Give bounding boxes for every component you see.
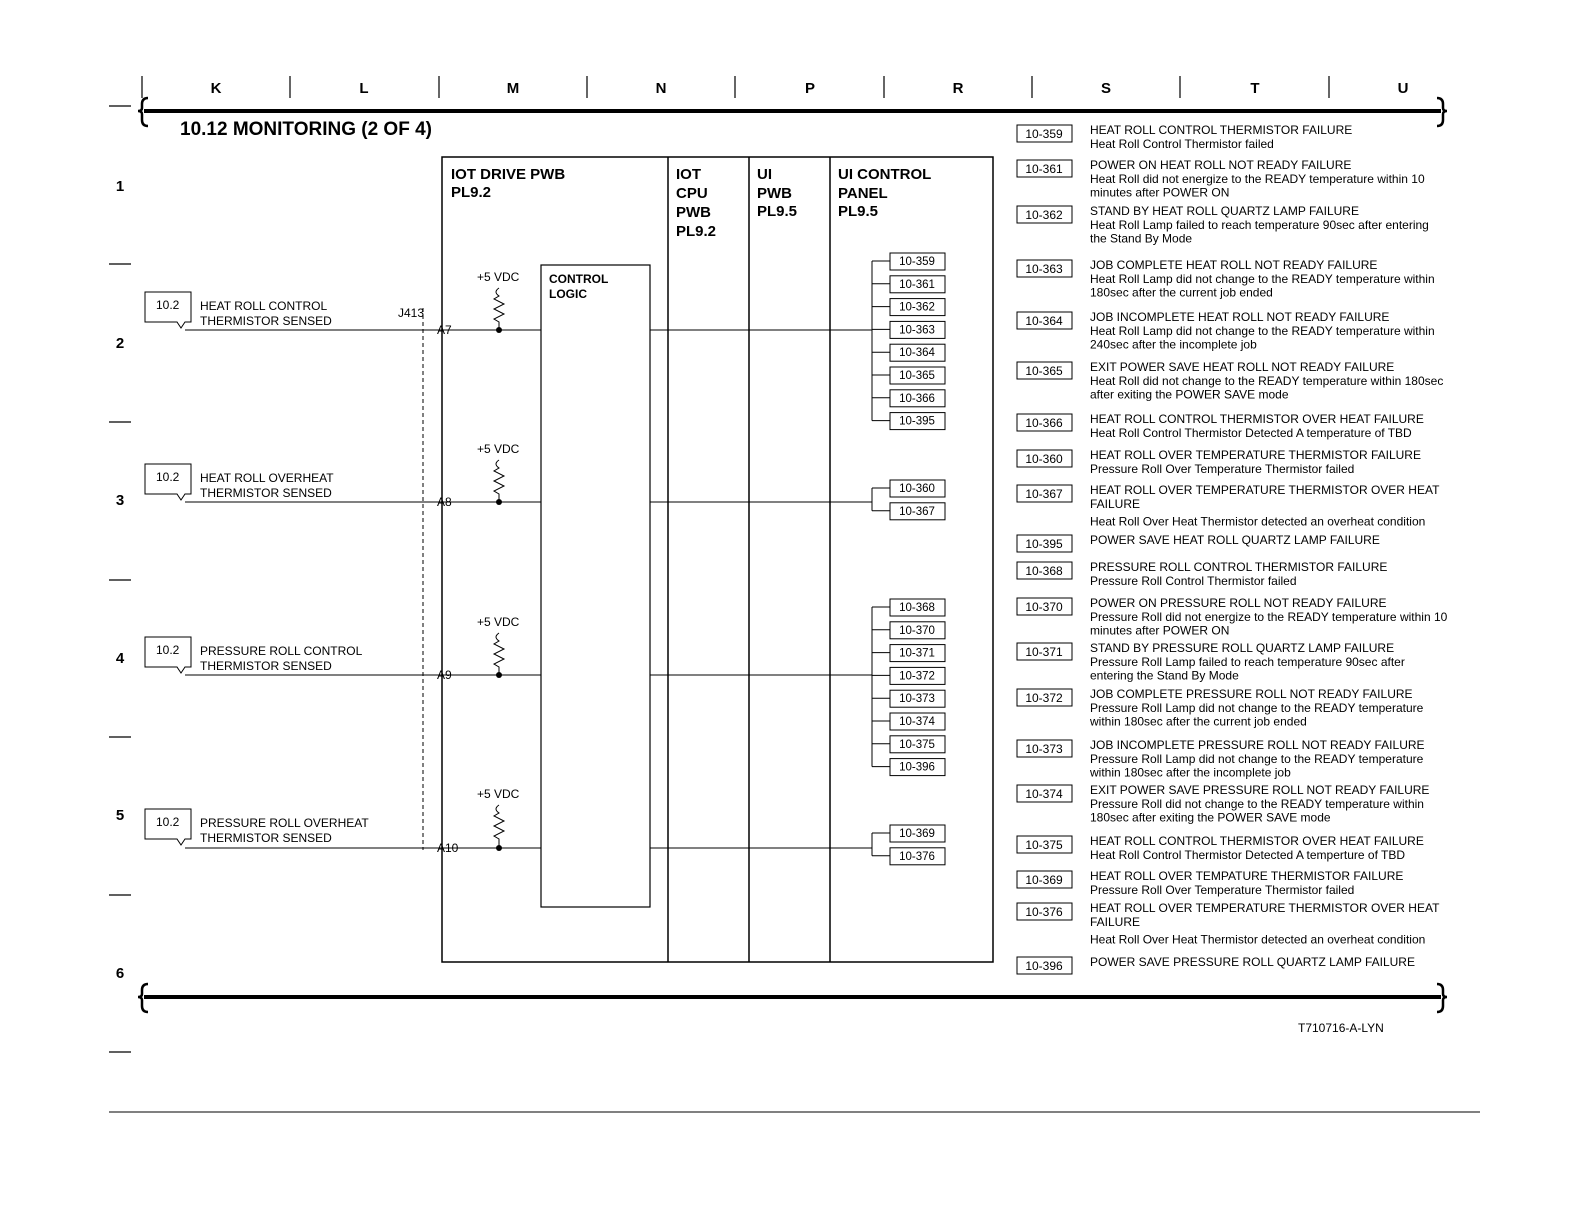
legend-description: minutes after POWER ON (1090, 185, 1230, 200)
legend-title: JOB COMPLETE HEAT ROLL NOT READY FAILURE (1090, 258, 1378, 272)
fault-code: 10-364 (899, 347, 935, 360)
page-title: 10.12 MONITORING (2 OF 4) (180, 119, 432, 140)
legend-description: Heat Roll Lamp failed to reach temperature 90sec after entering (1090, 217, 1429, 232)
control-logic-label-2: LOGIC (549, 287, 587, 301)
legend-description: Pressure Roll did not change to the READY temperature within (1090, 796, 1424, 811)
connector-pin-label: A8 (437, 495, 452, 509)
ui-pwb-part: PL9.5 (757, 203, 798, 220)
column-grid (142, 76, 1329, 98)
legend-description: Pressure Roll Over Temperature Thermistor failed (1090, 461, 1355, 476)
legend-description: 180sec after the current job ended (1090, 285, 1273, 300)
legend-entry (1017, 869, 1403, 897)
column-label-n: N (655, 80, 667, 97)
legend-title: PRESSURE ROLL CONTROL THERMISTOR FAILURE (1090, 560, 1388, 574)
legend-code: 10-368 (1025, 564, 1063, 578)
legend-entry (1017, 310, 1435, 352)
signal-3 (145, 599, 945, 776)
fault-code: 10-363 (899, 324, 935, 337)
legend-description: Heat Roll did not energize to the READY temperature within 10 (1090, 171, 1425, 186)
legend-description: Pressure Roll Lamp failed to reach temperature 90sec after (1090, 654, 1405, 669)
iot-cpu-pwb-part: PL9.2 (676, 223, 717, 240)
legend-entry (1017, 204, 1429, 246)
connector-pin-label: A10 (437, 841, 459, 855)
legend-description: entering the Stand By Mode (1090, 668, 1239, 683)
fault-code: 10-362 (899, 301, 935, 314)
legend-description: Heat Roll Lamp did not change to the READY temperature within (1090, 271, 1435, 286)
generated-content (145, 123, 1448, 974)
fault-code-legend (1017, 123, 1448, 974)
legend-description: Heat Roll did not change to the READY temperature within 180sec (1090, 373, 1444, 388)
junction-dot (496, 327, 502, 333)
legend-code: 10-375 (1025, 838, 1063, 852)
legend-entry (1017, 123, 1352, 151)
frame-bottom-bar (138, 984, 1447, 1012)
junction-dot (496, 845, 502, 851)
legend-code: 10-373 (1025, 742, 1063, 756)
legend-title: HEAT ROLL CONTROL THERMISTOR OVER HEAT FAILURE (1090, 834, 1424, 848)
pull-up-resistor-symbol (494, 288, 504, 330)
fault-code: 10-368 (899, 602, 935, 614)
ui-pwb-label: UI (757, 166, 772, 183)
iot-drive-pwb-part: PL9.2 (451, 184, 492, 201)
column-label-t: T (1250, 80, 1260, 97)
fault-code: 10-359 (899, 256, 935, 268)
fault-code: 10-372 (899, 670, 935, 683)
row-label-2: 2 (115, 335, 125, 352)
legend-code: 10-366 (1025, 416, 1063, 430)
connector-pin-label: A9 (437, 668, 452, 682)
legend-entry (1017, 533, 1380, 552)
row-label-5: 5 (115, 807, 125, 824)
legend-code: 10-359 (1025, 127, 1063, 141)
fault-code: 10-375 (899, 738, 935, 751)
supply-label: +5 VDC (477, 787, 520, 801)
legend-description: 180sec after exiting the POWER SAVE mode (1090, 810, 1331, 825)
legend-code: 10-364 (1025, 314, 1063, 328)
pull-up-resistor-symbol (494, 460, 504, 502)
legend-title: POWER ON PRESSURE ROLL NOT READY FAILURE (1090, 596, 1387, 610)
legend-description: the Stand By Mode (1090, 231, 1193, 246)
fault-code: 10-395 (899, 415, 935, 428)
legend-entry (1017, 560, 1387, 588)
signal-name: HEAT ROLL CONTROL (200, 299, 328, 313)
fault-code: 10-366 (899, 392, 935, 405)
legend-entry (1017, 834, 1424, 862)
legend-entry (1017, 901, 1440, 946)
legend-code: 10-372 (1025, 691, 1063, 705)
wire-ref-number: 10.2 (156, 643, 180, 657)
legend-entry (1017, 738, 1425, 780)
legend-code: 10-362 (1025, 208, 1063, 222)
legend-description: Pressure Roll Lamp did not change to the READY temperature (1090, 751, 1424, 766)
legend-code: 10-363 (1025, 262, 1063, 276)
legend-description: Heat Roll Control Thermistor Detected A temperture of TBD (1090, 847, 1406, 862)
iot-cpu-pwb-label: IOT (676, 166, 701, 183)
legend-code: 10-367 (1025, 487, 1063, 501)
legend-title: HEAT ROLL CONTROL THERMISTOR OVER HEAT FAILURE (1090, 412, 1424, 426)
supply-label: +5 VDC (477, 442, 520, 456)
legend-code: 10-376 (1025, 905, 1063, 919)
fault-code: 10-367 (899, 505, 935, 518)
legend-description: Heat Roll Control Thermistor Detected A temperature of TBD (1090, 425, 1412, 440)
row-label-3: 3 (115, 492, 125, 509)
legend-title: JOB COMPLETE PRESSURE ROLL NOT READY FAILURE (1090, 687, 1413, 701)
signal-4 (145, 787, 945, 865)
control-logic-label: CONTROL (549, 272, 609, 286)
iot-cpu-pwb-label-3: PWB (676, 204, 711, 221)
connector-pin-label: A7 (437, 323, 452, 337)
wire-ref-number: 10.2 (156, 470, 180, 484)
column-label-s: S (1100, 80, 1112, 97)
legend-description: Heat Roll Lamp did not change to the READY temperature within (1090, 323, 1435, 338)
legend-title: HEAT ROLL OVER TEMPATURE THERMISTOR FAILURE (1090, 869, 1404, 883)
supply-label: +5 VDC (477, 270, 520, 284)
control-logic-block (541, 265, 650, 907)
signal-name-line-2: THERMISTOR SENSED (200, 659, 332, 673)
legend-code: 10-395 (1025, 537, 1063, 551)
legend-title: STAND BY PRESSURE ROLL QUARTZ LAMP FAILURE (1090, 641, 1395, 655)
ui-control-panel-label-2: PANEL (838, 185, 888, 202)
pull-up-resistor-symbol (494, 805, 504, 848)
signal-name-line-2: THERMISTOR SENSED (200, 486, 332, 500)
legend-entry (1017, 448, 1421, 476)
legend-description: after exiting the POWER SAVE mode (1090, 387, 1289, 402)
legend-title: JOB INCOMPLETE HEAT ROLL NOT READY FAILURE (1090, 310, 1390, 324)
junction-dot (496, 672, 502, 678)
fault-code: 10-376 (899, 850, 935, 863)
supply-label: +5 VDC (477, 615, 520, 629)
legend-description: FAILURE (1090, 496, 1141, 511)
legend-title: HEAT ROLL OVER TEMPERATURE THERMISTOR OVER HEAT (1090, 901, 1440, 915)
legend-title: POWER ON HEAT ROLL NOT READY FAILURE (1090, 158, 1352, 172)
connector-j413-label: J413 (398, 306, 425, 320)
fault-code: 10-361 (899, 278, 935, 291)
fault-code: 10-374 (899, 716, 935, 728)
legend-entry (1017, 687, 1424, 729)
legend-title: POWER SAVE HEAT ROLL QUARTZ LAMP FAILURE (1090, 533, 1380, 547)
legend-title: JOB INCOMPLETE PRESSURE ROLL NOT READY FAILURE (1090, 738, 1425, 752)
legend-code: 10-396 (1025, 959, 1063, 973)
legend-description: 240sec after the incomplete job (1090, 337, 1257, 352)
column-label-p: P (804, 80, 816, 97)
signal-name: PRESSURE ROLL CONTROL (200, 644, 363, 658)
signal-name-line-2: THERMISTOR SENSED (200, 831, 332, 845)
legend-title: STAND BY HEAT ROLL QUARTZ LAMP FAILURE (1090, 204, 1359, 218)
ui-control-panel-part: PL9.5 (838, 203, 879, 220)
legend-title: HEAT ROLL OVER TEMPERATURE THERMISTOR OVER HEAT (1090, 483, 1440, 497)
signal-name: PRESSURE ROLL OVERHEAT (200, 816, 369, 830)
legend-code: 10-370 (1025, 600, 1063, 614)
row-label-6: 6 (115, 965, 125, 982)
ui-pwb-label-2: PWB (757, 185, 792, 202)
fault-code: 10-371 (899, 647, 935, 660)
fault-code: 10-370 (899, 624, 935, 637)
legend-title: EXIT POWER SAVE PRESSURE ROLL NOT READY FAILURE (1090, 783, 1430, 797)
legend-description: FAILURE (1090, 914, 1141, 929)
legend-description: Heat Roll Over Heat Thermistor detected an overheat condition (1090, 514, 1426, 529)
legend-entry (1017, 596, 1448, 638)
fault-code: 10-369 (899, 828, 935, 840)
legend-description: within 180sec after the current job ended (1090, 714, 1307, 729)
column-label-m: M (506, 80, 520, 97)
legend-entry (1017, 412, 1424, 440)
legend-description: minutes after POWER ON (1090, 623, 1230, 638)
column-label-u: U (1397, 80, 1409, 97)
legend-description: Heat Roll Control Thermistor failed (1090, 136, 1274, 151)
wire-ref-number: 10.2 (156, 298, 180, 312)
legend-entry (1017, 258, 1435, 300)
legend-entry (1017, 483, 1440, 528)
fault-code: 10-396 (899, 761, 935, 774)
row-label-4: 4 (115, 650, 125, 667)
legend-code: 10-371 (1025, 645, 1063, 659)
signal-name-line-2: THERMISTOR SENSED (200, 314, 332, 328)
legend-code: 10-369 (1025, 873, 1063, 887)
iot-cpu-pwb-label-2: CPU (676, 185, 708, 202)
legend-entry (1017, 158, 1425, 200)
column-label-r: R (952, 80, 964, 97)
legend-description: Heat Roll Over Heat Thermistor detected an overheat condition (1090, 932, 1426, 947)
legend-title: POWER SAVE PRESSURE ROLL QUARTZ LAMP FAILURE (1090, 955, 1415, 969)
column-label-l: L (359, 80, 369, 97)
wire-ref-number: 10.2 (156, 815, 180, 829)
row-ticks (109, 106, 131, 1052)
legend-description: within 180sec after the incomplete job (1090, 765, 1291, 780)
signal-name: HEAT ROLL OVERHEAT (200, 471, 334, 485)
ui-control-panel-label: UI CONTROL (838, 166, 932, 183)
fault-code: 10-365 (899, 370, 935, 382)
row-label-1: 1 (115, 178, 125, 195)
figure-id: T710716-A-LYN (1298, 1021, 1384, 1035)
signal-2 (145, 442, 945, 520)
legend-description: Pressure Roll did not energize to the READY temperature within 10 (1090, 609, 1448, 624)
legend-description: Pressure Roll Over Temperature Thermistor failed (1090, 882, 1355, 897)
legend-code: 10-365 (1025, 364, 1063, 378)
legend-code: 10-374 (1025, 787, 1063, 801)
legend-title: EXIT POWER SAVE HEAT ROLL NOT READY FAILURE (1090, 360, 1395, 374)
legend-description: Pressure Roll Control Thermistor failed (1090, 573, 1297, 588)
iot-drive-pwb-label: IOT DRIVE PWB (451, 166, 566, 183)
legend-title: HEAT ROLL OVER TEMPERATURE THERMISTOR FAILURE (1090, 448, 1421, 462)
fault-code: 10-373 (899, 693, 935, 706)
fault-code: 10-360 (899, 483, 935, 495)
legend-entry (1017, 360, 1443, 402)
column-label-k: K (210, 80, 222, 97)
pull-up-resistor-symbol (494, 633, 504, 675)
legend-title: HEAT ROLL CONTROL THERMISTOR FAILURE (1090, 123, 1353, 137)
junction-dot (496, 499, 502, 505)
legend-entry (1017, 783, 1429, 825)
legend-entry (1017, 641, 1405, 683)
legend-entry (1017, 955, 1415, 974)
legend-code: 10-360 (1025, 452, 1063, 466)
legend-description: Pressure Roll Lamp did not change to the READY temperature (1090, 700, 1424, 715)
legend-code: 10-361 (1025, 162, 1063, 176)
signal-1 (145, 253, 945, 430)
